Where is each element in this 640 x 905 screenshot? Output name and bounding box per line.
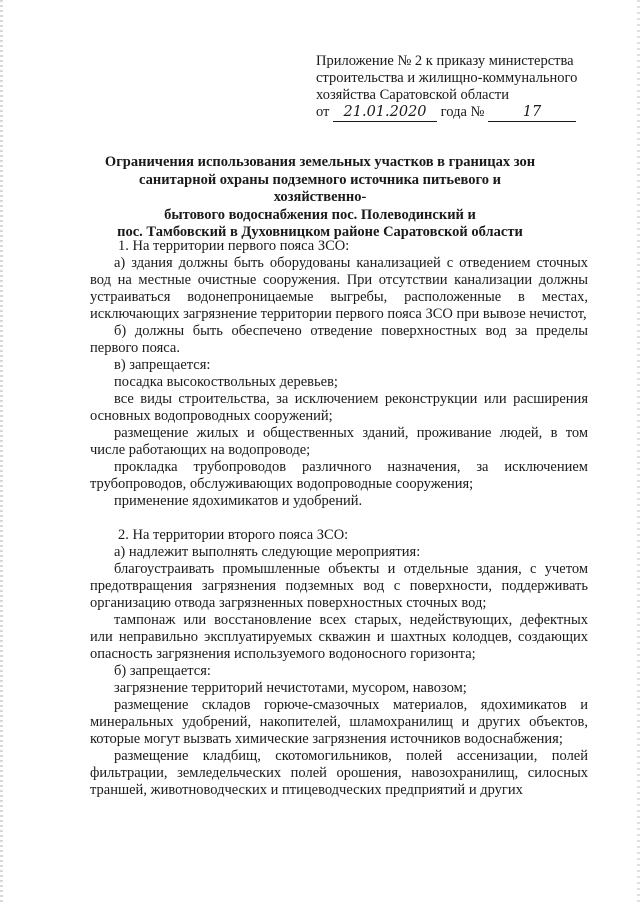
- section-1-item: применение ядохимикатов и удобрений.: [114, 493, 363, 509]
- document-title: [96, 154, 544, 242]
- number-label: года №: [440, 104, 485, 120]
- section-2-item: загрязнение территорий нечистотами, мусором, навозом;: [114, 680, 467, 696]
- section-1-item: в) запрещается:: [114, 357, 211, 373]
- section-1-item: прокладка трубопроводов различного назначения, за исключением трубопроводов, обслуживающих водопроводные сооружения;: [90, 459, 588, 492]
- section-2-item: а) надлежит выполнять следующие мероприятия:: [114, 544, 421, 560]
- section-1-item: б) должны быть обеспечено отведение поверхностных вод за пределы первого пояса.: [90, 323, 588, 356]
- section-1-item: посадка высокоствольных деревьев;: [114, 374, 338, 390]
- appendix-ref-line: [316, 104, 606, 122]
- title-line-4: пос. Тамбовский в Духовницком районе Саратовской области: [117, 224, 523, 240]
- section-1-heading: 1. На территории первого пояса ЗСО:: [118, 238, 350, 254]
- scan-edge-left: [0, 0, 3, 905]
- section-2-item: благоустраивать промышленные объекты и отдельные здания, с учетом предотвращения загрязнения подземных вод с поверхности, поддерживать организацию отвода загрязненных поверхностных сточных вод;: [90, 561, 588, 611]
- handwritten-date: 21.01.2020: [333, 104, 437, 122]
- section-1-item: а) здания должны быть оборудованы канализацией с отведением сточных вод на местные очистные сооружения. При отсутствии канализации должны устраиваться водонепроницаемые выгребы, расположенные в местах, исключающих загрязнение территории первого пояса ЗСО при вывозе нечистот,: [90, 255, 588, 322]
- from-label: от: [316, 104, 330, 120]
- document-body: [90, 238, 588, 799]
- section-2-item: размещение кладбищ, скотомогильников, полей ассенизации, полей фильтрации, земледельческих полей орошения, навозохранилищ, силосных траншей, животноводческих и птицеводческих предприятий и других: [90, 748, 588, 798]
- section-gap: [90, 510, 588, 527]
- title-line-2: санитарной охраны подземного источника питьевого и хозяйственно-: [139, 171, 501, 205]
- appendix-line-3: хозяйства Саратовской области: [316, 87, 510, 103]
- appendix-line-1: Приложение № 2 к приказу министерства: [316, 53, 574, 69]
- appendix-line-2: строительства и жилищно-коммунального: [316, 70, 578, 86]
- title-line-1: Ограничения использования земельных участков в границах зон: [104, 154, 536, 170]
- handwritten-number: 17: [488, 104, 576, 122]
- section-2-heading: 2. На территории второго пояса ЗСО:: [118, 527, 349, 543]
- appendix-header: [316, 53, 606, 122]
- section-2-item: тампонаж или восстановление всех старых, недействующих, дефектных или неправильно эксплуатируемых скважин и шахтных колодцев, создающих опасность загрязнения используемого водоносного горизонта;: [90, 612, 588, 662]
- section-2-item: размещение складов горюче-смазочных материалов, ядохимикатов и минеральных удобрений, накопителей, шламохранилищ и других объектов, которые могут вызвать химические загрязнения источников водоснабжения;: [90, 697, 588, 747]
- section-2-item: б) запрещается:: [114, 663, 211, 679]
- section-1-item: размещение жилых и общественных зданий, проживание людей, в том числе работающих на водопроводе;: [90, 425, 588, 458]
- section-1-item: все виды строительства, за исключением реконструкции или расширения основных водопроводных сооружений;: [90, 391, 588, 424]
- title-line-3: бытового водоснабжения пос. Полеводинский и: [164, 206, 476, 223]
